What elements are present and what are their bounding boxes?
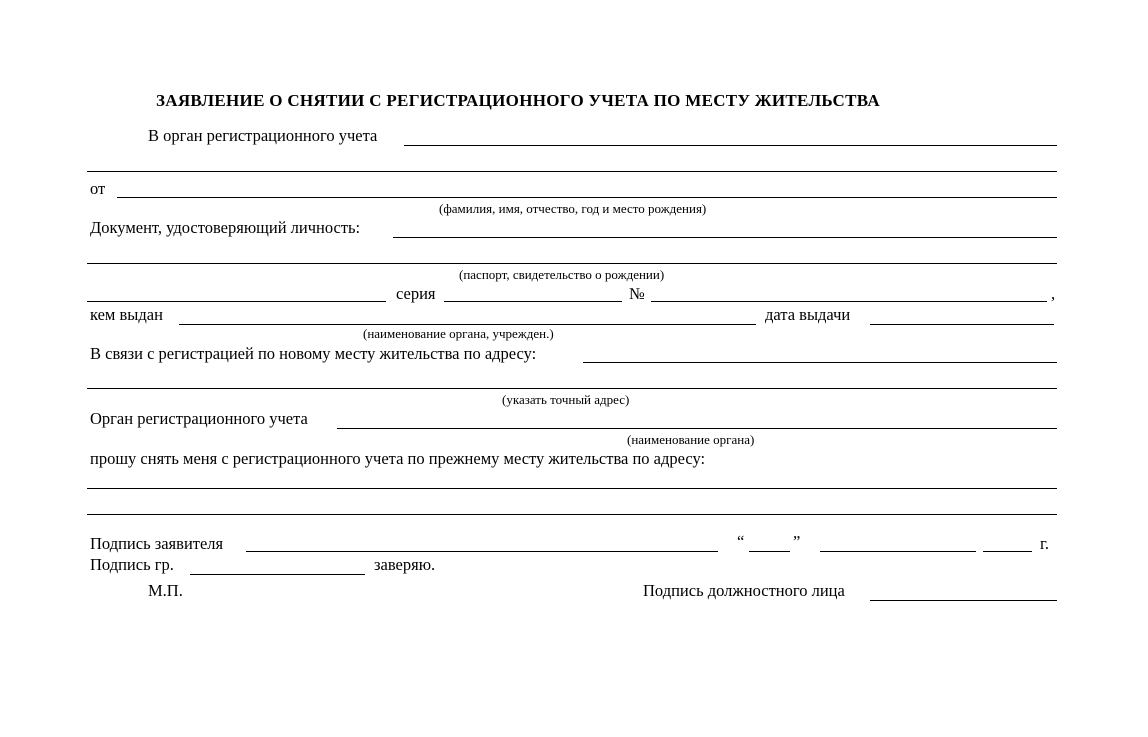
new-address-field-2[interactable] xyxy=(87,388,1057,389)
id-document-field[interactable] xyxy=(393,237,1057,238)
series-label: серия xyxy=(396,284,436,303)
issued-by-field[interactable] xyxy=(179,324,756,325)
open-quote: “ xyxy=(737,532,745,551)
citizen-signature-label: Подпись гр. xyxy=(90,555,174,574)
citizen-signature-field[interactable] xyxy=(190,574,365,575)
official-signature-field[interactable] xyxy=(870,600,1057,601)
new-address-label: В связи с регистрацией по новому месту жительства по адресу: xyxy=(90,344,537,363)
registration-office-field[interactable] xyxy=(337,428,1057,429)
issued-by-hint: (наименование органа, учрежден.) xyxy=(363,326,554,341)
number-field[interactable] xyxy=(651,301,1047,302)
month-field[interactable] xyxy=(820,551,976,552)
number-label: № xyxy=(629,284,645,303)
year-suffix: г. xyxy=(1040,534,1050,553)
issue-date-label: дата выдачи xyxy=(765,305,851,324)
applicant-signature-label: Подпись заявителя xyxy=(90,534,224,553)
document-type-field[interactable] xyxy=(87,301,386,302)
applicant-signature-field[interactable] xyxy=(246,551,718,552)
from-hint: (фамилия, имя, отчество, год и место рождения) xyxy=(439,201,707,216)
issued-by-label: кем выдан xyxy=(90,305,163,324)
official-signature-label: Подпись должностного лица xyxy=(643,581,845,600)
from-field[interactable] xyxy=(117,197,1057,198)
registration-body-field[interactable] xyxy=(404,145,1057,146)
old-address-field-2[interactable] xyxy=(87,514,1057,515)
certify-label: заверяю. xyxy=(374,555,436,574)
id-document-field-2[interactable] xyxy=(87,263,1057,264)
registration-body-field-2[interactable] xyxy=(87,171,1057,172)
registration-body-label: В орган регистрационного учета xyxy=(148,126,378,145)
stamp-label: М.П. xyxy=(148,581,183,600)
old-address-field[interactable] xyxy=(87,488,1057,489)
form-title: ЗАЯВЛЕНИЕ О СНЯТИИ С РЕГИСТРАЦИОННОГО УЧЕТА ПО МЕСТУ ЖИТЕЛЬСТВА xyxy=(156,91,880,110)
day-field[interactable] xyxy=(749,551,790,552)
comma-mark: , xyxy=(1051,284,1056,303)
new-address-field[interactable] xyxy=(583,362,1057,363)
year-field[interactable] xyxy=(983,551,1032,552)
close-quote: ” xyxy=(793,532,801,551)
request-text: прошу снять меня с регистрационного учета по прежнему месту жительства по адресу: xyxy=(90,449,706,468)
issue-date-field[interactable] xyxy=(870,324,1054,325)
new-address-hint: (указать точный адрес) xyxy=(502,392,630,407)
registration-office-label: Орган регистрационного учета xyxy=(90,409,308,428)
registration-office-hint: (наименование органа) xyxy=(627,432,755,447)
id-document-label: Документ, удостоверяющий личность: xyxy=(90,218,361,237)
id-document-hint: (паспорт, свидетельство о рождении) xyxy=(459,267,665,282)
series-field[interactable] xyxy=(444,301,622,302)
from-label: от xyxy=(90,179,106,198)
